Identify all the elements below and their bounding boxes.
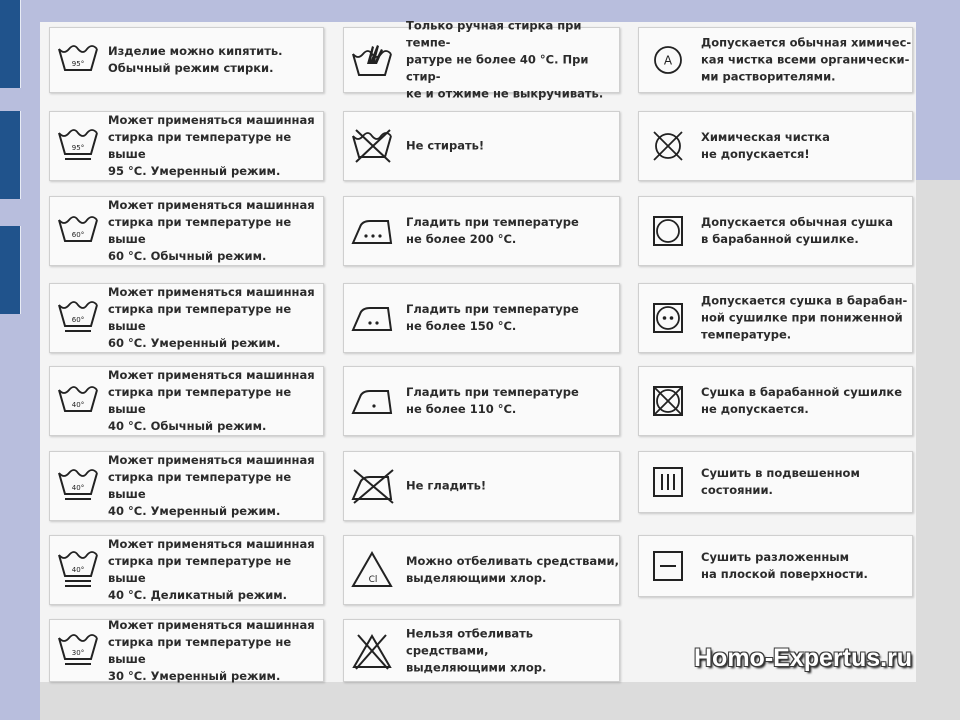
tumble-dry-low-icon [651,301,685,335]
wash-tub-icon [56,214,100,248]
card-text: Нельзя отбеливать средствами, выделяющими хлор. [406,626,547,674]
side-tab-2[interactable] [0,111,21,199]
card-no-bleach [343,619,620,682]
wash-tub-gentle-icon [56,299,100,337]
bleach-triangle-icon [350,550,394,590]
wash-tub-gentle-icon [56,632,100,670]
temperature-label: 95° [71,60,85,68]
temperature-label: 40° [71,401,85,409]
hand-wash-icon [350,40,394,80]
card-iron-200 [343,196,620,266]
card-text: Химическая чистка не допускается! [701,130,830,161]
card-wash-60-gentle [49,283,324,353]
card-wash-30-gentle [49,619,324,682]
card-text: Допускается сушка в барабан- ной сушилке при пониженной температуре. [701,293,908,342]
card-wash-40-gentle [49,451,324,521]
card-bleach-allowed [343,535,620,605]
temperature-label: 40° [71,566,85,574]
card-text: Не стирать! [406,138,485,153]
dry-clean-a-icon [651,43,685,77]
card-iron-110 [343,366,620,436]
card-hand-wash [343,18,620,101]
card-text: Может применяться машинная стирка при температуре не выше 40 °С. Деликатный режим. [108,537,315,602]
side-tab-3[interactable] [0,226,21,314]
card-text: Изделие можно кипятить. Обычный режим стирки. [108,44,283,75]
wash-tub-gentle-icon [56,127,100,165]
card-text: Может применяться машинная стирка при температуре не выше 40 °С. Умеренный режим. [108,453,315,518]
card-text: Может применяться машинная стирка при температуре не выше 95 °С. Умеренный режим. [108,113,315,178]
card-wash-95-gentle [49,111,324,181]
iron-one-dot-icon [350,385,396,417]
card-no-dry-clean [638,111,913,181]
temperature-label: 60° [71,231,85,239]
no-iron-icon [350,467,396,505]
wash-tub-gentle-icon [56,467,100,505]
no-tumble-dry-icon [651,384,685,418]
card-text: Может применяться машинная стирка при температуре не выше 30 °С. Умеренный режим. [108,617,315,683]
hang-dry-icon [651,465,685,499]
temperature-label: 40° [71,484,85,492]
card-text: Можно отбеливать средствами, выделяющими хлор. [406,554,619,585]
card-dry-clean [638,27,913,93]
site-watermark: Homo-Expertus.ru [694,644,913,672]
card-no-tumble-dry [638,366,913,436]
no-dry-clean-icon [651,129,685,163]
temperature-label: 30° [71,648,85,657]
card-no-wash [343,111,620,181]
card-text: Гладить при температуре не более 110 °С. [406,385,579,416]
background-left [0,0,40,720]
card-text: Гладить при температуре не более 200 °С. [406,215,579,246]
card-text: Допускается обычная сушка в барабанной сушилке. [701,215,894,246]
iron-two-dots-icon [350,302,396,334]
card-flat-dry [638,535,913,597]
tumble-dry-icon [651,214,685,248]
wash-tub-delicate-icon [56,549,100,591]
temperature-label: 95° [71,144,85,152]
dry-clean-label: A [663,53,673,68]
bleach-label: Cl [368,575,378,585]
side-tab-1[interactable] [0,0,21,88]
card-wash-40-delicate [49,535,324,605]
no-bleach-icon [350,631,394,671]
card-tumble-dry-low [638,283,913,353]
card-text: Может применяться машинная стирка при температуре не выше 60 °С. Обычный режим. [108,198,315,263]
card-text: Не гладить! [406,478,487,493]
card-text: Гладить при температуре не более 150 °С. [406,302,579,333]
card-text: Может применяться машинная стирка при температуре не выше 60 °С. Умеренный режим. [108,285,315,350]
card-no-iron [343,451,620,521]
card-wash-60-normal [49,196,324,266]
card-wash-40-normal [49,366,324,436]
temperature-label: 60° [71,316,85,324]
card-iron-150 [343,283,620,353]
card-boil-wash [49,27,324,93]
card-text: Только ручная стирка при темпе- ратуре не более 40 °С. При стир- ке и отжиме не выкручивать. [406,18,604,101]
wash-tub-icon [56,43,100,77]
card-text: Допускается обычная химичес- кая чистка всеми органически- ми растворителями. [701,35,912,84]
flat-dry-icon [651,549,685,583]
card-text: Сушить в подвешенном состоянии. [701,466,860,497]
card-hang-dry [638,451,913,513]
no-wash-icon [350,128,394,164]
card-tumble-dry [638,196,913,266]
card-text: Сушить разложенным на плоской поверхности. [701,550,868,581]
wash-tub-icon [56,384,100,418]
iron-three-dots-icon [350,215,396,247]
card-text: Сушка в барабанной сушилке не допускается. [701,385,903,416]
card-text: Может применяться машинная стирка при температуре не выше 40 °С. Обычный режим. [108,368,315,433]
